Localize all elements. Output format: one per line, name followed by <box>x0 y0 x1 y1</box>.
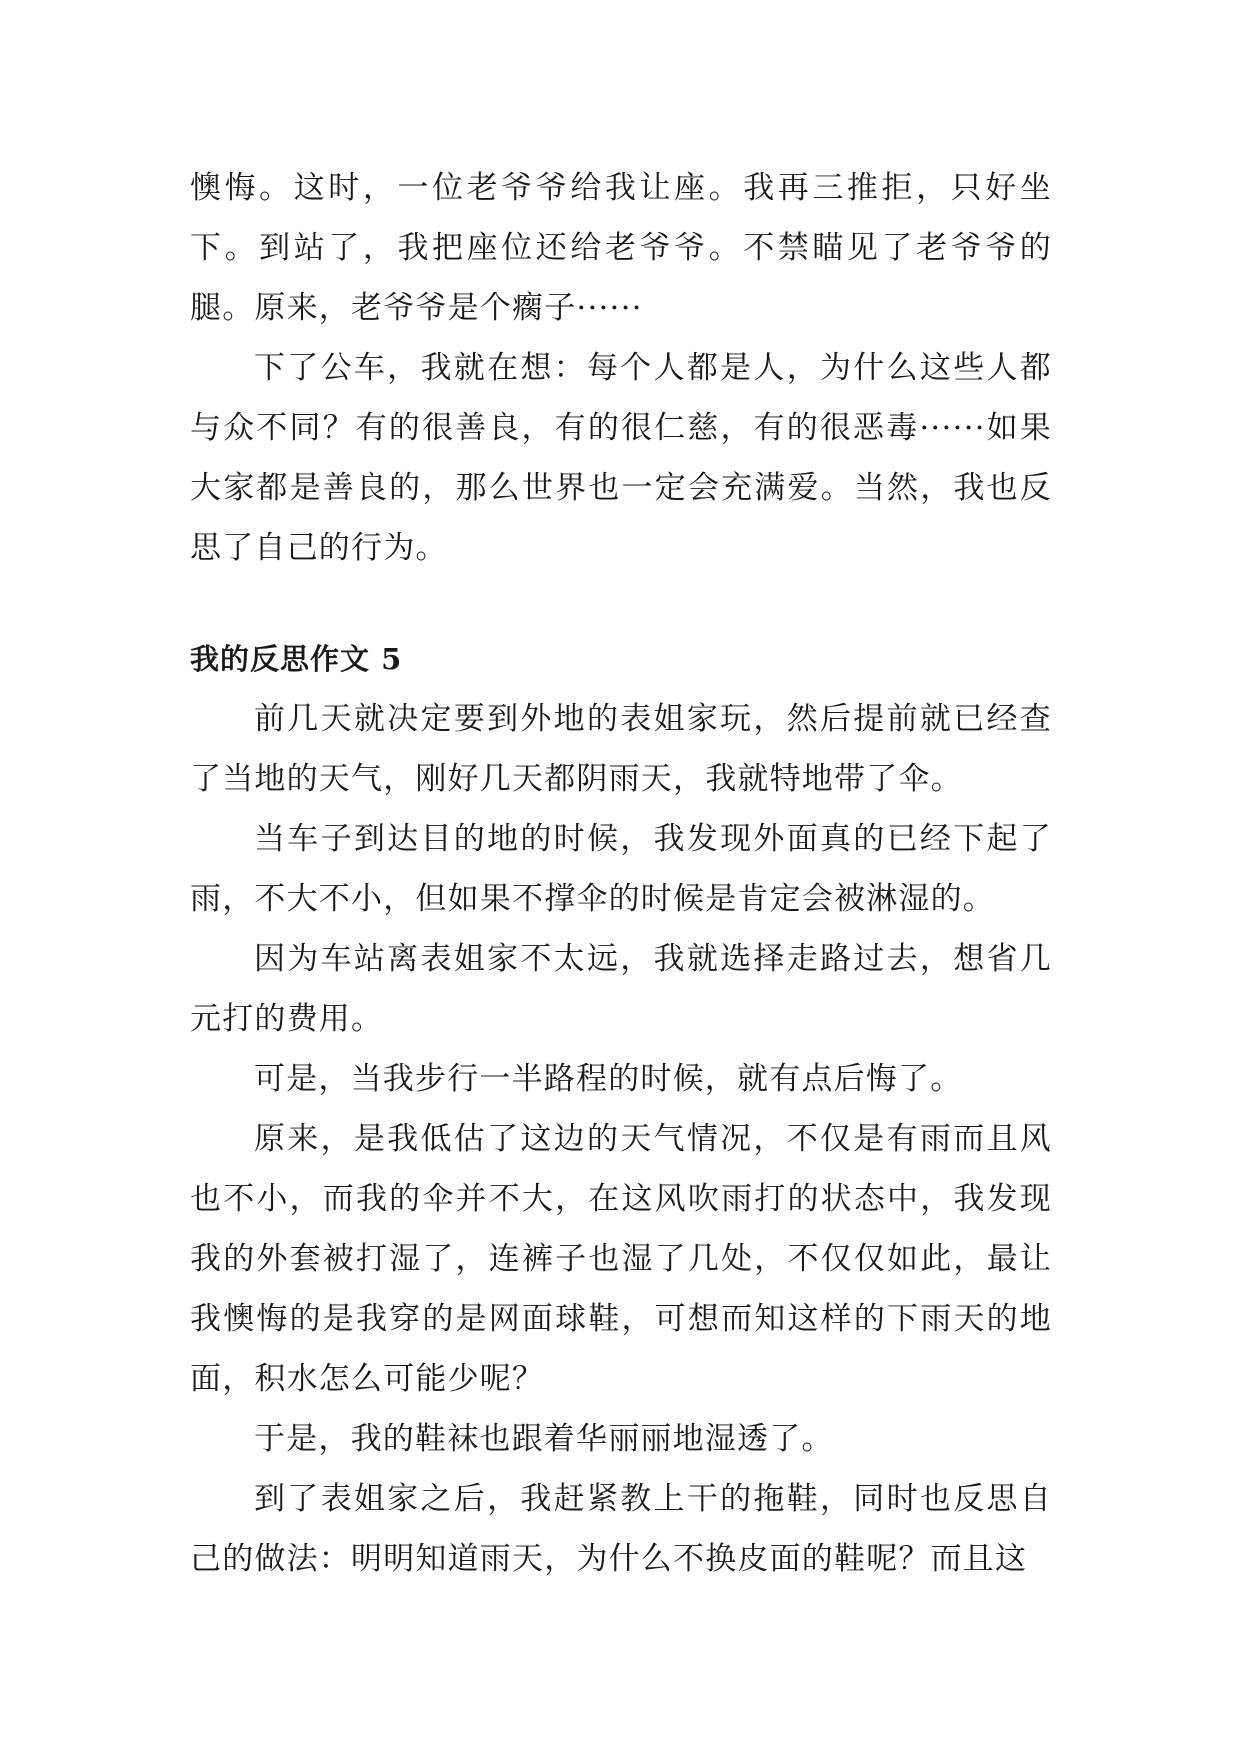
paragraph: 到了表姐家之后，我赶紧教上干的拖鞋，同时也反思自己的做法：明明知道雨天，为什么不换皮面的鞋呢？而且这 <box>190 1481 1052 1577</box>
paragraph: 于是，我的鞋袜也跟着华丽丽地湿透了。 <box>254 1421 834 1457</box>
paragraph: 因为车站离表姐家不太远，我就选择走路过去，想省几元打的费用。 <box>190 941 1052 1037</box>
paragraph: 当车子到达目的地的时候，我发现外面真的已经下起了雨，不大不小，但如果不撑伞的时候是肯定会被淋湿的。 <box>190 821 1052 917</box>
paragraph-reflection: 下了公车，我就在想：每个人都是人，为什么这些人都与众不同？有的很善良，有的很仁慈，有的很恶毒······如果大家都是善良的，那么世界也一定会充满爱。当然，我也反思了自己的行为。 <box>190 350 1052 566</box>
paragraph: 可是，当我步行一半路程的时候，就有点后悔了。 <box>254 1061 963 1097</box>
paragraph: 前几天就决定要到外地的表姐家玩，然后提前就已经查了当地的天气，刚好几天都阴雨天，我就特地带了伞。 <box>190 701 1052 797</box>
document-body <box>190 158 1052 1589</box>
paragraph: 原来，是我低估了这边的天气情况，不仅是有雨而且风也不小，而我的伞并不大，在这风吹雨打的状态中，我发现我的外套被打湿了，连裤子也湿了几处，不仅仅如此，最让我懊悔的是我穿的是网面球鞋，可想而知这样的下雨天的地面，积水怎么可能少呢？ <box>190 1121 1052 1397</box>
section-title: 我的反思作文 5 <box>190 642 403 676</box>
paragraph-continuation: 懊悔。这时，一位老爷爷给我让座。我再三推拒，只好坐下。到站了，我把座位还给老爷爷。不禁瞄见了老爷爷的腿。原来，老爷爷是个瘸子······ <box>190 170 1052 326</box>
